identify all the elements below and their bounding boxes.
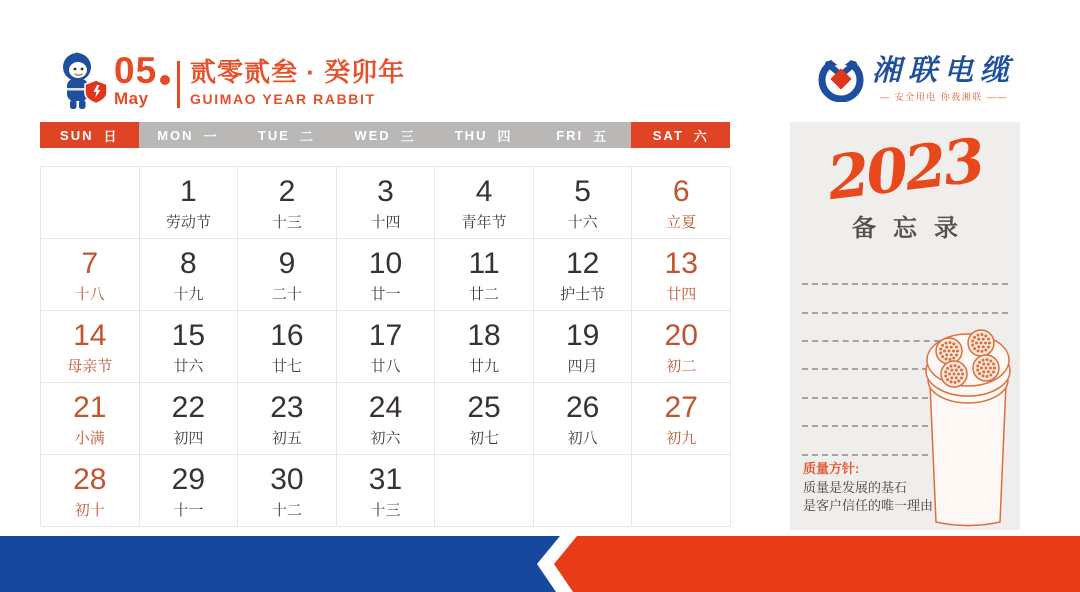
day-cell-empty [534,455,633,527]
month-name: May [114,89,149,108]
day-label: 十三 [271,213,302,231]
weekday-en: SUN [60,127,94,143]
day-label: 初八 [567,429,598,447]
day-cell-31 [337,455,436,527]
day-label: 初七 [469,429,500,447]
day-number: 31 [368,463,403,496]
day-number: 16 [270,319,304,352]
day-cell-11 [435,239,534,311]
day-label: 初二 [666,357,697,375]
day-label: 十六 [567,213,598,231]
day-number: 24 [368,391,403,424]
day-label: 初六 [370,429,401,447]
year-title-block [190,58,405,107]
day-label: 母亲节 [67,357,113,375]
day-number: 28 [73,463,107,496]
month-block [114,52,170,107]
weekday-cn: 六 [693,128,709,144]
cable-illustration-icon [921,324,1015,530]
day-number: 4 [475,175,493,208]
day-number: 27 [664,391,698,424]
day-cell-9 [238,239,337,311]
day-cell-empty [632,455,731,527]
day-number: 12 [565,247,600,280]
day-label: 立夏 [666,213,697,231]
day-label: 十四 [370,213,401,231]
day-label: 初九 [666,429,697,447]
day-label: 十二 [271,501,302,519]
year-title-chinese: 贰零贰叁 · 癸卯年 [190,57,406,87]
memo-line [802,397,928,399]
day-label: 十三 [370,501,401,519]
day-cell-3 [337,167,436,239]
weekday-cn: 四 [497,128,513,144]
weekday-header-wed [336,122,435,148]
company-logo [818,56,1016,103]
bottom-band [0,536,1080,592]
company-name: 湘联电缆 [872,55,1017,87]
day-cell-30 [238,455,337,527]
day-label: 廿七 [271,357,302,375]
day-cell-6 [632,167,731,239]
day-label: 初五 [271,429,302,447]
day-number: 22 [171,391,206,424]
day-number: 11 [468,247,500,280]
day-cell-18 [435,311,534,383]
day-label: 四月 [567,357,598,375]
day-number: 23 [270,391,304,424]
day-cell-16 [238,311,337,383]
weekday-cn: 五 [593,128,609,144]
day-cell-20 [632,311,731,383]
month-number: 05 [114,50,158,91]
day-cell-17 [337,311,436,383]
day-label: 十九 [173,285,204,303]
weekday-cn: 三 [400,128,416,144]
month-dot-icon [160,75,170,85]
weekday-cn: 一 [203,128,219,144]
day-cell-25 [435,383,534,455]
day-label: 廿八 [370,357,401,375]
day-label: 廿四 [666,285,697,303]
weekday-cn: 二 [299,128,315,144]
day-number: 13 [664,247,698,280]
day-cell-21 [41,383,140,455]
memo-line [802,425,928,427]
day-number: 18 [467,319,501,352]
day-label: 十八 [74,285,105,303]
day-cell-4 [435,167,534,239]
day-label: 二十 [271,285,302,303]
day-label: 小满 [74,429,105,447]
weekday-cn: 日 [103,128,119,144]
logo-text [872,56,1016,103]
day-label: 廿九 [469,357,500,375]
day-number: 2 [278,175,296,208]
day-number: 20 [664,319,698,352]
day-label: 廿一 [370,285,401,303]
weekday-header-sun [40,122,139,148]
memo-line [802,340,940,342]
day-cell-5 [534,167,633,239]
day-number: 9 [278,247,296,280]
weekday-header-mon [139,122,238,148]
day-number: 10 [368,247,403,280]
day-cell-27 [632,383,731,455]
memo-line [802,283,1008,285]
day-cell-2 [238,167,337,239]
day-label: 廿二 [469,285,500,303]
day-cell-28 [41,455,140,527]
day-number: 5 [574,175,591,208]
weekday-en: SAT [652,127,684,143]
day-number: 29 [171,463,206,496]
day-cell-empty [435,455,534,527]
day-number: 14 [73,319,107,352]
weekday-header-tue [237,122,336,148]
year-title-english: GUIMAO YEAR RABBIT [190,90,376,107]
quality-policy-line2: 是客户信任的唯一理由 [803,498,934,513]
weekday-en: WED [354,127,391,143]
day-label: 护士节 [560,285,606,303]
day-number: 17 [368,319,403,352]
company-emblem-icon [818,56,864,102]
memo-title: 备忘录 [852,215,975,242]
day-cell-1 [140,167,239,239]
memo-line [802,454,928,456]
day-label: 初四 [173,429,204,447]
quality-policy [803,460,933,515]
weekday-header-thu [434,122,533,148]
day-number: 1 [180,175,197,208]
memo-panel [790,122,1020,530]
day-cell-8 [140,239,239,311]
day-number: 21 [73,391,107,424]
day-cell-19 [534,311,633,383]
weekday-en: FRI [556,127,584,143]
bottom-band-blue [0,536,560,592]
day-number: 19 [565,319,600,352]
day-number: 30 [270,463,304,496]
day-cell-22 [140,383,239,455]
day-cell-15 [140,311,239,383]
day-number: 6 [672,175,690,208]
header-divider [177,61,180,108]
mascot-icon [52,48,110,112]
day-cell-12 [534,239,633,311]
day-number: 7 [81,247,99,280]
company-tagline: — 安全用电 你我湘联 —— [880,91,1008,102]
bottom-band-red [554,536,1080,592]
weekday-en: MON [157,127,194,143]
memo-line [802,368,928,370]
day-cell-14 [41,311,140,383]
quality-policy-title: 质量方针: [803,461,860,476]
memo-line [802,312,1008,314]
day-number: 25 [467,391,501,424]
day-cell-26 [534,383,633,455]
day-label: 初十 [74,501,105,519]
weekday-header-row [40,122,730,148]
weekday-header-sat [631,122,730,148]
weekday-header-fri [533,122,632,148]
day-cell-13 [632,239,731,311]
day-cell-29 [140,455,239,527]
day-number: 26 [565,391,600,424]
day-cell-23 [238,383,337,455]
day-label: 劳动节 [165,213,211,231]
quality-policy-line1: 质量是发展的基石 [803,480,908,495]
day-number: 15 [171,319,206,352]
day-number: 3 [377,175,394,208]
day-cell-empty [41,167,140,239]
day-cell-7 [41,239,140,311]
day-cell-24 [337,383,436,455]
calendar-grid [40,166,731,527]
year-calligraphy: 2023 [823,125,987,215]
day-label: 青年节 [461,213,507,231]
day-cell-10 [337,239,436,311]
day-label: 廿六 [173,357,204,375]
weekday-en: THU [454,127,488,143]
weekday-en: TUE [257,127,290,143]
day-number: 8 [180,247,197,280]
day-label: 十一 [173,501,204,519]
